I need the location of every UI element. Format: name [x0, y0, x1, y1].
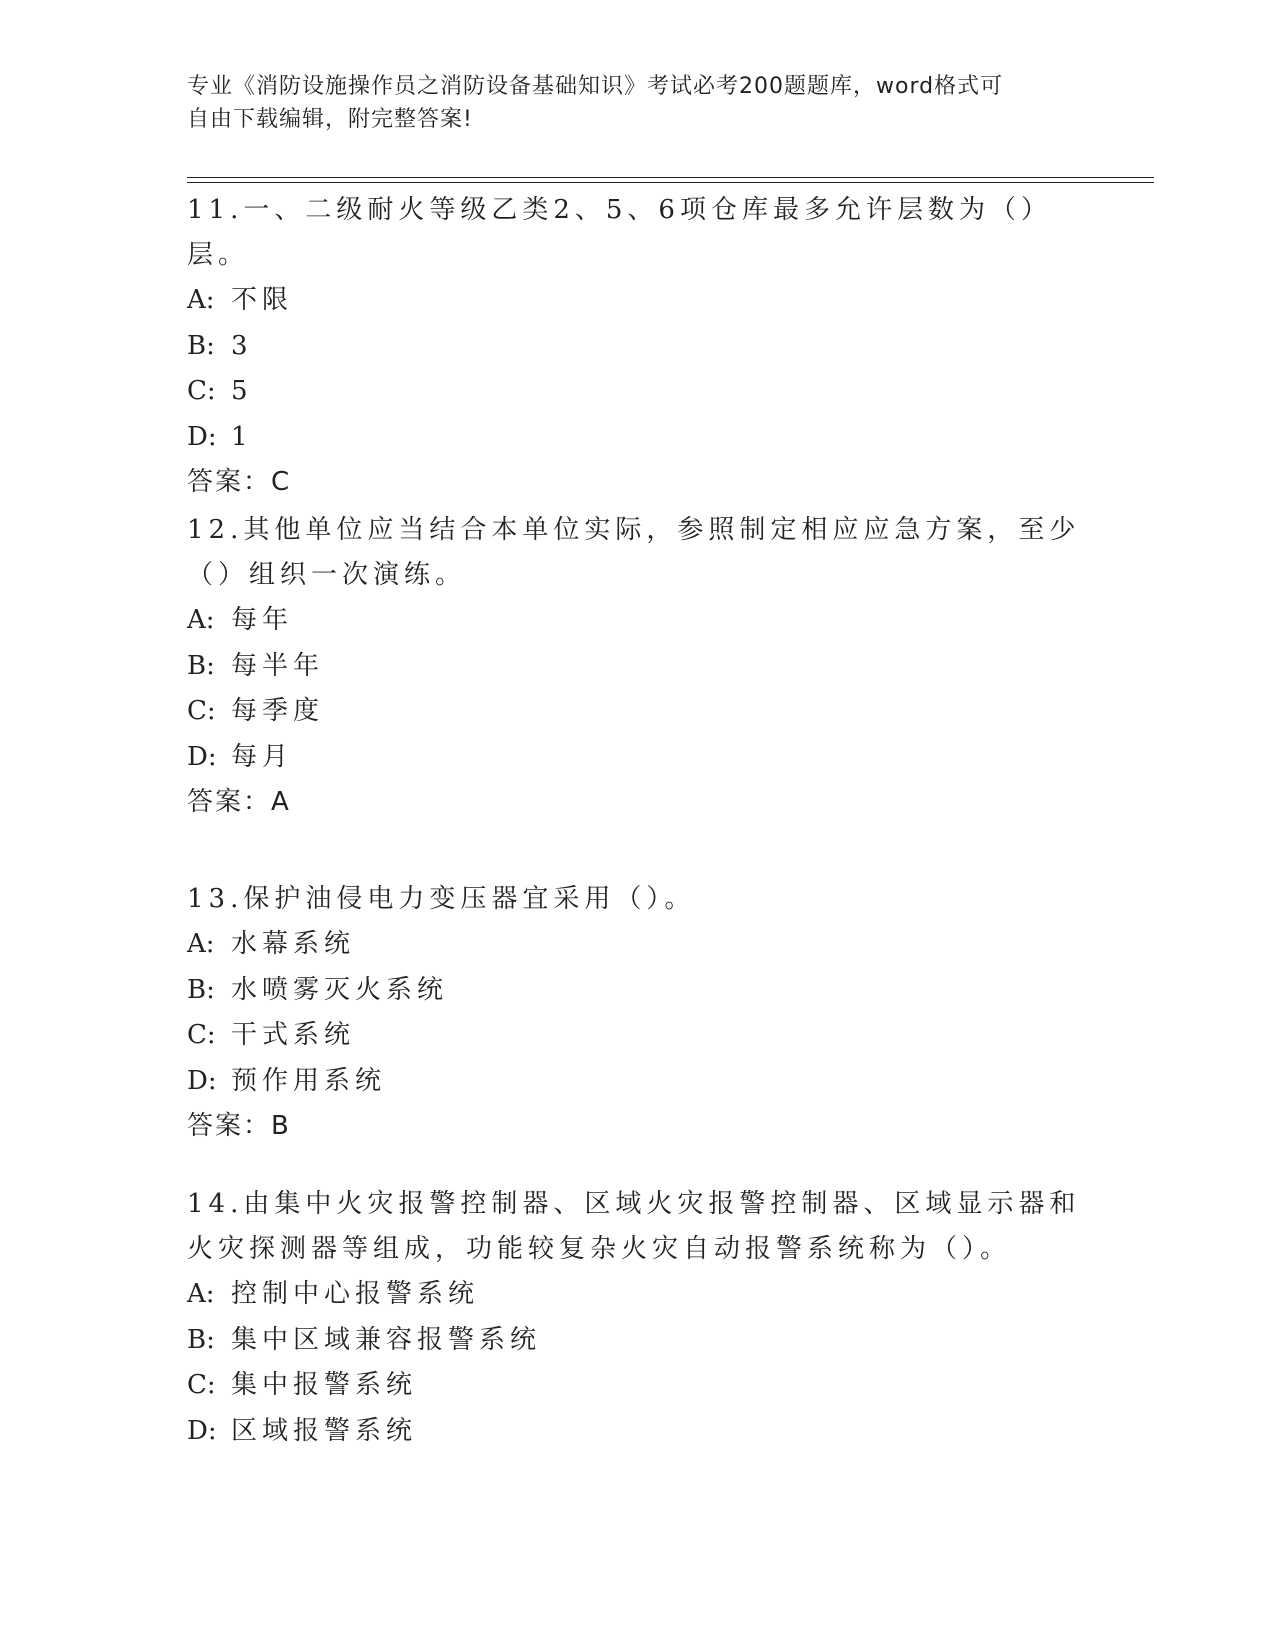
option-letter: D:	[187, 421, 217, 452]
header-line-2: 自由下载编辑，附完整答案!	[187, 107, 473, 132]
option-c	[187, 1013, 1087, 1059]
option-text: 区域报警系统	[231, 1415, 418, 1446]
answer-line: 答案：B	[187, 1111, 291, 1141]
answer-line: 答案：C	[187, 467, 292, 497]
option-letter: D:	[187, 1065, 217, 1096]
option-c	[187, 1363, 1087, 1409]
option-b	[187, 1318, 1087, 1364]
document-header	[187, 70, 1067, 136]
option-text: 集中报警系统	[231, 1370, 418, 1400]
option-letter: A:	[187, 285, 215, 315]
option-b	[187, 324, 1087, 370]
header-divider-thin	[187, 177, 1154, 178]
question-11	[187, 188, 1087, 505]
question-12	[187, 508, 1087, 825]
question-stem: 12.其他单位应当结合本单位实际，参照制定相应应急方案，至少（）组织一次演练。	[187, 515, 1081, 590]
option-text: 1	[231, 421, 253, 452]
option-c	[187, 689, 1087, 735]
option-letter: D:	[187, 741, 217, 772]
option-text: 集中区域兼容报警系统	[231, 1324, 542, 1355]
option-a	[187, 278, 1087, 324]
option-text: 预作用系统	[231, 1065, 387, 1096]
option-c	[187, 369, 1087, 415]
option-d	[187, 735, 1087, 781]
question-14	[187, 1182, 1087, 1454]
question-stem: 13.保护油侵电力变压器宜采用（）。	[187, 884, 696, 914]
option-a	[187, 922, 1087, 968]
option-letter: C:	[187, 1370, 216, 1400]
question-13	[187, 877, 1087, 1149]
option-text: 水幕系统	[231, 929, 356, 959]
option-text: 干式系统	[231, 1020, 356, 1050]
header-line-1: 专业《消防设施操作员之消防设备基础知识》考试必考200题题库，word格式可	[187, 74, 1004, 99]
option-letter: B:	[187, 330, 215, 361]
header-divider-thick	[187, 182, 1154, 183]
question-stem: 11.一、二级耐火等级乙类2、5、6项仓库最多允许层数为（）层。	[187, 195, 1052, 270]
option-text: 每年	[231, 605, 294, 635]
option-text: 5	[231, 376, 253, 406]
option-text: 每月	[231, 741, 294, 772]
option-b	[187, 968, 1087, 1014]
option-d	[187, 1059, 1087, 1105]
answer-line: 答案：A	[187, 787, 291, 817]
option-letter: A:	[187, 605, 215, 635]
option-letter: B:	[187, 1324, 215, 1355]
option-a	[187, 1272, 1087, 1318]
option-letter: B:	[187, 974, 215, 1005]
option-letter: B:	[187, 650, 215, 681]
option-text: 每半年	[231, 650, 325, 681]
option-text: 水喷雾灭火系统	[231, 974, 449, 1005]
option-b	[187, 644, 1087, 690]
option-letter: C:	[187, 696, 216, 726]
option-letter: C:	[187, 1020, 216, 1050]
option-letter: A:	[187, 1279, 215, 1309]
option-text: 不限	[231, 285, 294, 315]
option-a	[187, 598, 1087, 644]
question-stem: 14.由集中火灾报警控制器、区域火灾报警控制器、区域显示器和火灾探测器等组成，功能较复杂火灾自动报警系统称为（）。	[187, 1189, 1081, 1264]
option-letter: C:	[187, 376, 216, 406]
option-text: 每季度	[231, 696, 325, 726]
option-d	[187, 1409, 1087, 1455]
option-text: 控制中心报警系统	[231, 1279, 480, 1309]
option-d	[187, 415, 1087, 461]
option-letter: D:	[187, 1415, 217, 1446]
option-letter: A:	[187, 929, 215, 959]
option-text: 3	[231, 330, 253, 361]
